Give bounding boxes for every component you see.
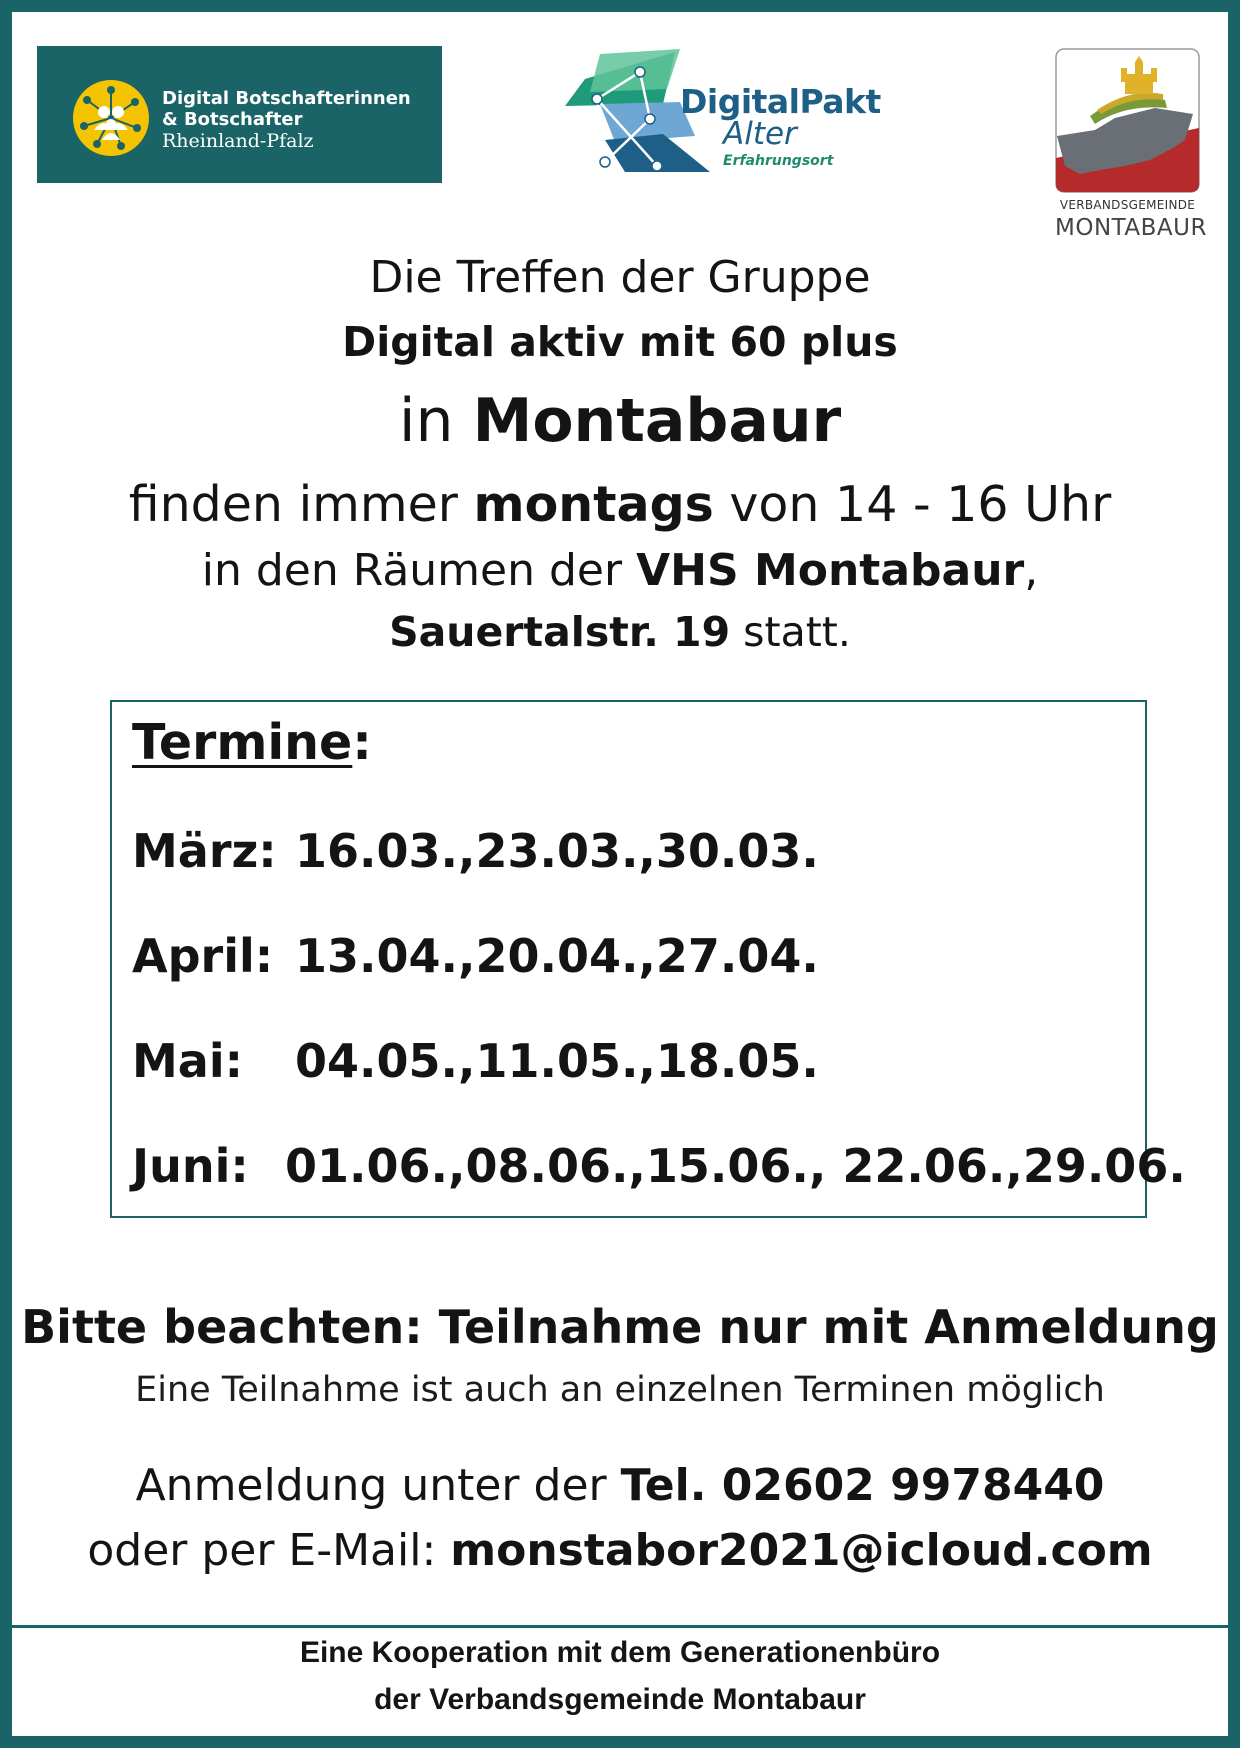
montabaur-crest-icon — [1055, 48, 1200, 193]
verbandsgemeinde-montabaur-logo — [1055, 48, 1207, 248]
vg-logo-small-text: VERBANDSGEMEINDE — [1059, 198, 1196, 212]
botschafter-network-icon — [73, 80, 149, 156]
phone-prefix: Anmeldung unter der — [135, 1460, 621, 1511]
termine-row-juni — [132, 1139, 1186, 1193]
weekday: montags — [473, 476, 714, 533]
venue-name: VHS Montabaur — [636, 545, 1025, 596]
schedule-line — [0, 476, 1240, 533]
digital-botschafter-logo — [37, 46, 442, 183]
termine-dates: 04.05.,11.05.,18.05. — [295, 1034, 819, 1088]
digitalpakt-title: DigitalPakt — [680, 82, 881, 121]
botschafter-logo-line3: Rheinland-Pfalz — [162, 130, 314, 152]
schedule-time: von 14 - 16 Uhr — [713, 476, 1112, 533]
termine-month: März: — [132, 824, 277, 878]
termine-heading — [132, 714, 372, 771]
venue-suffix: , — [1024, 545, 1039, 596]
venue-prefix: in den Räumen der — [201, 545, 637, 596]
address-line — [0, 608, 1240, 656]
termine-month: April: — [132, 929, 274, 983]
schedule-prefix: finden immer — [128, 476, 474, 533]
venue-line — [0, 545, 1240, 596]
town-name: Montabaur — [472, 386, 842, 456]
termine-dates: 16.03.,23.03.,30.03. — [295, 824, 819, 878]
botschafter-logo-line2: & Botschafter — [162, 109, 303, 130]
digitalpakt-tag: Erfahrungsort — [723, 153, 834, 169]
digitalpakt-subtitle: Alter — [723, 116, 797, 152]
intro-line: Die Treffen der Gruppe — [369, 252, 871, 303]
email-address: monstabor2021@icloud.com — [450, 1525, 1153, 1576]
termine-row-mai — [132, 1034, 819, 1088]
termine-box — [110, 700, 1186, 1218]
registration-phone-line — [0, 1460, 1240, 1511]
termine-month: Juni: — [132, 1139, 249, 1193]
termine-month: Mai: — [132, 1034, 243, 1088]
termine-row-maerz — [132, 824, 819, 878]
phone-number: Tel. 02602 9978440 — [620, 1460, 1105, 1511]
notice-headline: Bitte beachten: Teilnahme nur mit Anmeldung — [21, 1300, 1219, 1354]
footer-line2: der Verbandsgemeinde Montabaur — [374, 1683, 866, 1716]
termine-heading-colon: : — [352, 714, 372, 771]
town-prefix: in — [398, 386, 473, 456]
termine-heading-text: Termine — [132, 714, 353, 771]
registration-email-line — [0, 1525, 1240, 1576]
termine-row-april — [132, 929, 819, 983]
termine-dates: 13.04.,20.04.,27.04. — [295, 929, 819, 983]
botschafter-logo-line1: Digital Botschafterinnen — [162, 88, 411, 109]
vg-logo-big-text: MONTABAUR — [1055, 215, 1207, 241]
address: Sauertalstr. 19 — [389, 608, 731, 656]
footer-line1: Eine Kooperation mit dem Generationenbüro — [299, 1636, 941, 1669]
termine-dates: 01.06.,08.06.,15.06., 22.06.,29.06. — [285, 1139, 1186, 1193]
group-name: Digital aktiv mit 60 plus — [342, 318, 898, 366]
notice-subline: Eine Teilnahme ist auch an einzelnen Terminen möglich — [135, 1370, 1105, 1410]
address-suffix: statt. — [730, 608, 851, 656]
digitalpakt-alter-logo — [545, 44, 885, 184]
town-line — [0, 386, 1240, 456]
email-prefix: oder per E-Mail: — [87, 1525, 451, 1576]
footer-divider — [12, 1625, 1228, 1628]
